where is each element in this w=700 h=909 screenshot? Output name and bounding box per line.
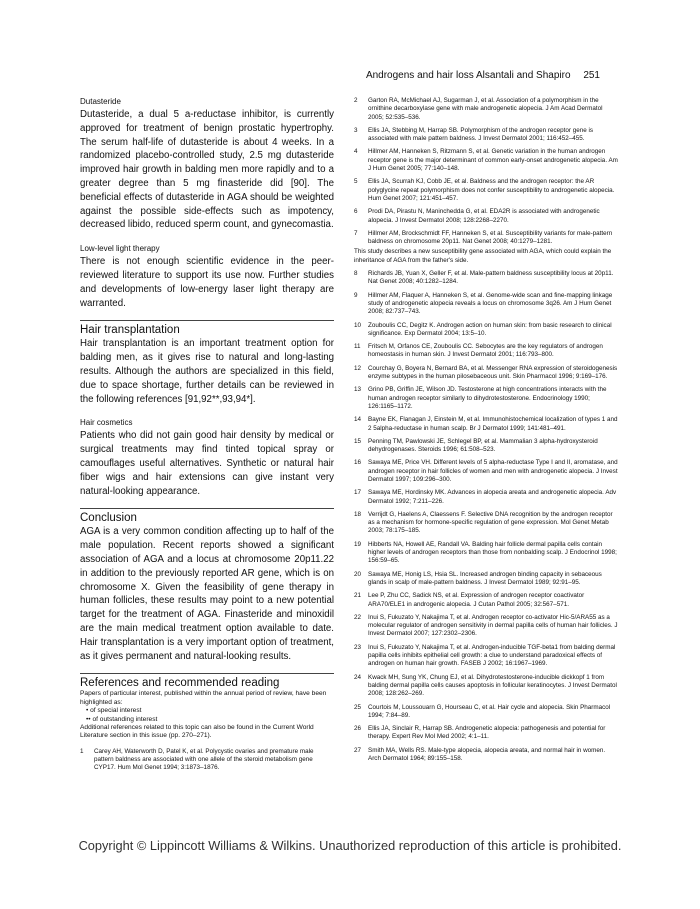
reference-list-right	[354, 97, 618, 763]
reference-item	[354, 148, 618, 173]
reference-item	[354, 644, 618, 669]
reference-item	[354, 386, 618, 411]
reference-text: Zouboulis CC, Degitz K. Androgen action on human skin: from basic research to clinical significance. Exp Dermatol 2004; 13:5–10.	[368, 321, 612, 337]
reference-text: Inui S, Fukuzato Y, Nakajima T, et al. Androgen-inducible TGF-beta1 from balding dermal papilla cells inhibits epithelial cell growth: a clue to understand paradoxical effects of androgen on human hair growth. FASEB J 2002; 16:1967–1969.	[368, 643, 616, 668]
reference-number: 13	[354, 386, 362, 394]
reference-number: 17	[354, 489, 362, 497]
section-divider	[80, 508, 334, 509]
reference-item	[354, 614, 618, 639]
running-header	[366, 70, 600, 81]
reference-number: 5	[354, 178, 358, 186]
reference-text: Courchay G, Boyera N, Bernard BA, et al. Messenger RNA expression of steroidogenesis enzyme subtypes in the human pilosebaceous unit. Skin Pharmacol 1996; 9:169–176.	[368, 364, 618, 381]
dutasteride-paragraph: Dutasteride, a dual 5 a-reductase inhibitor, is currently approved for treatment of benign prostatic hypertrophy. The serum half-life of dutasteride is about 4 weeks. In a randomized placebo-controlled study, 2.5 mg dutasteride improved hair growth in balding men more rapidly and to a greater degree than 5 mg finasteride did [90]. The beneficial effects of dutasteride in AGA should be weighted against the possible side-effects such as impotency, decreased libido, reduced sperm count, and gynecomastia.	[80, 109, 334, 231]
reference-text: Carey AH, Waterworth D, Patel K, et al. Polycystic ovaries and premature male pattern baldness are associated with one allele of the steroid metabolism gene CYP17. Hum Mol Genet 1994; 3:1873–1876.	[94, 747, 314, 772]
reference-number: 16	[354, 459, 362, 467]
reference-item	[354, 541, 618, 566]
reference-text: Prodi DA, Pirastu N, Maninchedda G, et al. EDA2R is associated with androgenetic alopecia. J Invest Dermatol 2008; 128:2268–2270.	[368, 208, 600, 224]
reference-text: Fritsch M, Orfanos CE, Zouboulis CC. Sebocytes are the key regulators of androgen homeostasis in human skin. J Invest Dermatol 2001; 116:793–800.	[368, 343, 603, 359]
reference-number: 27	[354, 746, 362, 754]
hair-cosmetics-paragraph: Patients who did not gain good hair density by medical or surgical treatments may find tinted topical spray or camouflages useful alternatives. Synthetic or natural hair fiber wigs and hair extensions can give instant very natural-looking appearance.	[80, 430, 334, 497]
reference-text: Grino PB, Griffin JE, Wilson JD. Testosterone at high concentrations interacts with the human androgen receptor similarly to dihydrotestosterone. Endocrinology 1990; 126:1165–1172.	[368, 386, 607, 410]
reference-item	[354, 365, 618, 382]
reference-number: 9	[354, 291, 358, 299]
reference-item	[354, 592, 618, 609]
section-divider	[80, 320, 334, 321]
reference-text: Garton RA, McMichael AJ, Sugarman J, et al. Association of a polymorphism in the ornithine decarboxylase gene with male androgenetic alopecia. J Am Acad Dermatol 2005; 52:535–536.	[368, 97, 603, 121]
reference-number: 11	[354, 343, 361, 351]
reference-text: Hillmer AM, Hanneken S, Ritzmann S, et al. Genetic variation in the human androgen receptor gene is the major determinant of common early-onset androgenetic alopecia. Am J Hum Genet 2005; 77:140–148.	[368, 148, 618, 173]
reference-number: 26	[354, 725, 362, 733]
reference-text: Smith MA, Wells RS. Male-type alopecia, alopecia areata, and normal hair in women. Arch Dermatol 1964; 89:155–158.	[368, 746, 606, 762]
reference-number: 23	[354, 643, 362, 651]
reference-text: Verrijdt G, Haelens A, Claessens F. Selective DNA recognition by the androgen receptor as a mechanism for hormone-specific regulation of gene expression. Mol Genet Metab 2003; 78:175–185.	[368, 510, 613, 535]
reference-text: Hillmer AM, Flaquer A, Hanneken S, et al. Genome-wide scan and fine-mapping linkage study of androgenetic alopecia reveals a locus on chromosome 3q26. Am J Hum Genet 2008; 82:737–743.	[368, 291, 613, 316]
running-title: Androgens and hair loss Alsantali and Shapiro	[365, 70, 571, 81]
reference-item	[354, 178, 618, 203]
reference-item	[354, 438, 618, 455]
reference-number: 20	[354, 570, 362, 578]
references-heading: References and recommended reading	[80, 677, 280, 690]
outstanding-interest-note: •• of outstanding interest	[86, 715, 158, 723]
reference-number: 10	[354, 321, 362, 329]
section-divider	[80, 673, 334, 674]
reference-number: 14	[354, 416, 362, 424]
reference-text: Bayne EK, Flanagan J, Einstein M, et al. Immunohistochemical localization of types 1 and 2 5alpha-reductase in human scalp. Br J Dermatol 1999; 141:481–491.	[368, 416, 618, 432]
reference-number: 4	[354, 148, 358, 156]
reference-number: 1	[80, 747, 84, 755]
references-intro-text: Papers of particular interest, published within the annual period of review, have been highlighted as:	[80, 690, 327, 706]
reference-item	[354, 416, 618, 433]
reference-item	[354, 747, 618, 764]
left-column	[80, 97, 334, 778]
reference-text: Courtois M, Loussouarn G, Hourseau C, et al. Hair cycle and alopecia. Skin Pharmacol 1994; 7:84–89.	[368, 703, 611, 719]
reference-number: 24	[354, 673, 362, 681]
reference-text: Sawaya ME, Honig LS, Hsia SL. Increased androgen binding capacity in sebaceous glands in scalp of male-pattern baldness. J Invest Dermatol 1989; 92:91–95.	[368, 570, 602, 586]
reference-number: 7	[354, 229, 358, 237]
reference-text: Ellis JA, Sinclair R, Harrap SB. Androgenetic alopecia: pathogenesis and potential for therapy. Expert Rev Mol Med 2002; 4:1–11.	[368, 725, 606, 741]
conclusion-paragraph: AGA is a very common condition affecting up to half of the male population. Recent reports showed a significant association of AGA and a locus at chromosome 20p11.22 in addition to the previously reported AR gene, which is on chromosome X. Given the feasibility of gene therapy in human follicles, these results may point to a new potential target for the treatment of AGA. Finasteride and minoxidil are the main medical treatment option available to date. Hair transplantation is a very important option of treatment, as it gives permanent and natural-looking results.	[80, 526, 334, 662]
reference-text: Hillmer AM, Brockschmidt FF, Hanneken S, et al. Susceptibility variants for male-pattern baldness on chromosome 20p11. Nat Genet 2008; 40:1279–1281.	[368, 229, 613, 246]
reference-item	[354, 292, 618, 317]
right-column	[354, 97, 618, 768]
reference-number: 6	[354, 208, 358, 216]
reference-item	[354, 571, 618, 588]
reference-number: 21	[354, 592, 362, 600]
reference-text: Kwack MH, Sung YK, Chung EJ, et al. Dihydrotestosterone-inducible dickkopf 1 from balding dermal papilla cells causes apoptosis in follicular keratinocytes. J Invest Dermatol 2008; 128:262–269.	[368, 673, 617, 698]
reference-number: 12	[354, 364, 362, 372]
reference-text: Hibberts NA, Howell AE, Randall VA. Balding hair follicle dermal papilla cells contain higher levels of androgen receptors than those from nonbalding scalp. J Endocrinol 1998; 156:59–65.	[368, 540, 617, 565]
reference-item	[354, 674, 618, 699]
hair-transplantation-heading: Hair transplantation	[80, 324, 180, 337]
reference-text: Sawaya ME, Hordinsky MK. Advances in alopecia areata and androgenetic alopecia. Adv Dermatol 1992; 7:211–226.	[368, 489, 617, 505]
reference-number: 25	[354, 703, 362, 711]
reference-item	[354, 127, 618, 144]
reference-item	[80, 748, 334, 773]
reference-text: Richards JB, Yuan X, Geller F, et al. Male-pattern baldness susceptibility locus at 20p11. Nat Genet 2008; 40:1282–1284.	[368, 270, 614, 286]
reference-text: Penning TM, Pawlowski JE, Schlegel BP, et al. Mammalian 3 alpha-hydroxysteroid dehydrogenases. Steroids 1996; 61:508–523.	[368, 437, 598, 454]
reference-item	[354, 725, 618, 742]
reference-item	[354, 208, 618, 225]
reference-text: Sawaya ME, Price VH. Different levels of 5 alpha-reductase Type I and II, aromatase, and androgen receptor in hair follicles of women and men with androgenetic alopecia. J Invest Dermatol 1997; 109:296–300.	[368, 459, 618, 483]
reference-number: 19	[354, 540, 362, 548]
hair-cosmetics-heading: Hair cosmetics	[80, 418, 133, 428]
reference-item	[354, 270, 618, 287]
reference-item	[354, 322, 618, 339]
reference-text: Ellis JA, Stebbing M, Harrap SB. Polymorphism of the androgen receptor gene is associated with male pattern baldness. J Invest Dermatol 2001; 116:452–455.	[368, 126, 594, 143]
reference-number: 15	[354, 437, 362, 445]
conclusion-heading: Conclusion	[80, 512, 137, 525]
references-intro	[80, 690, 334, 740]
laser-heading: Low-level light therapy	[80, 244, 160, 254]
reference-number: 3	[354, 126, 358, 134]
reference-item	[354, 489, 618, 506]
reference-item	[354, 343, 618, 360]
reference-number: 22	[354, 613, 362, 621]
additional-references-note: Additional references related to this topic can also be found in the Current World Literature section in this issue (pp. 270–271).	[80, 723, 314, 740]
reference-item	[354, 459, 618, 484]
reference-text: Ellis JA, Scurrah KJ, Cobb JE, et al. Baldness and the androgen receptor: the AR polyglycine repeat polymorphism does not confer susceptibility to androgenetic alopecia. Hum Genet 2007; 121:451–457.	[368, 178, 615, 202]
copyright-notice: Copyright © Lippincott Williams & Wilkins. Unauthorized reproduction of this article is prohibited.	[78, 838, 622, 853]
dutasteride-heading: Dutasteride	[80, 97, 121, 106]
reference-number: 2	[354, 97, 358, 104]
special-interest-note: • of special interest	[86, 707, 142, 715]
reference-item	[354, 230, 618, 247]
reference-text: Inui S, Fukuzato Y, Nakajima T, et al. Androgen receptor co-activator Hic-5/ARA55 as a molecular regulator of androgen sensitivity in dermal papilla cells of human hair follicles. J Invest Dermatol 2007; 127:2302–2306.	[368, 613, 618, 638]
reference-item	[354, 511, 618, 536]
laser-paragraph: There is not enough scientific evidence in the peer-reviewed literature to support its use now. Further studies and developments of low-energy laser light therapy are warranted.	[80, 256, 334, 309]
reference-item	[354, 97, 618, 122]
reference-text: Lee P, Zhu CC, Sadick NS, et al. Expression of androgen receptor coactivator ARA70/ELE1 in androgenic alopecia. J Cutan Pathol 2005; 32:567–571.	[368, 592, 585, 608]
reference-number: 18	[354, 510, 362, 518]
page-number: 251	[583, 70, 600, 81]
hair-transplantation-paragraph: Hair transplantation is an important treatment option for balding men, as it gives rise to natural and long-lasting results. Although the authors are specialized in this field, due to space shortage, further details can be reviewed in the following references [91,92**,93,94*].	[80, 338, 334, 405]
reference-annotation: This study describes a new susceptibility gene associated with AGA, which could explain the inheritance of AGA from the father's side.	[354, 248, 612, 264]
reference-item	[354, 704, 618, 721]
reference-number: 8	[354, 270, 358, 278]
reference-list-left	[80, 748, 334, 773]
